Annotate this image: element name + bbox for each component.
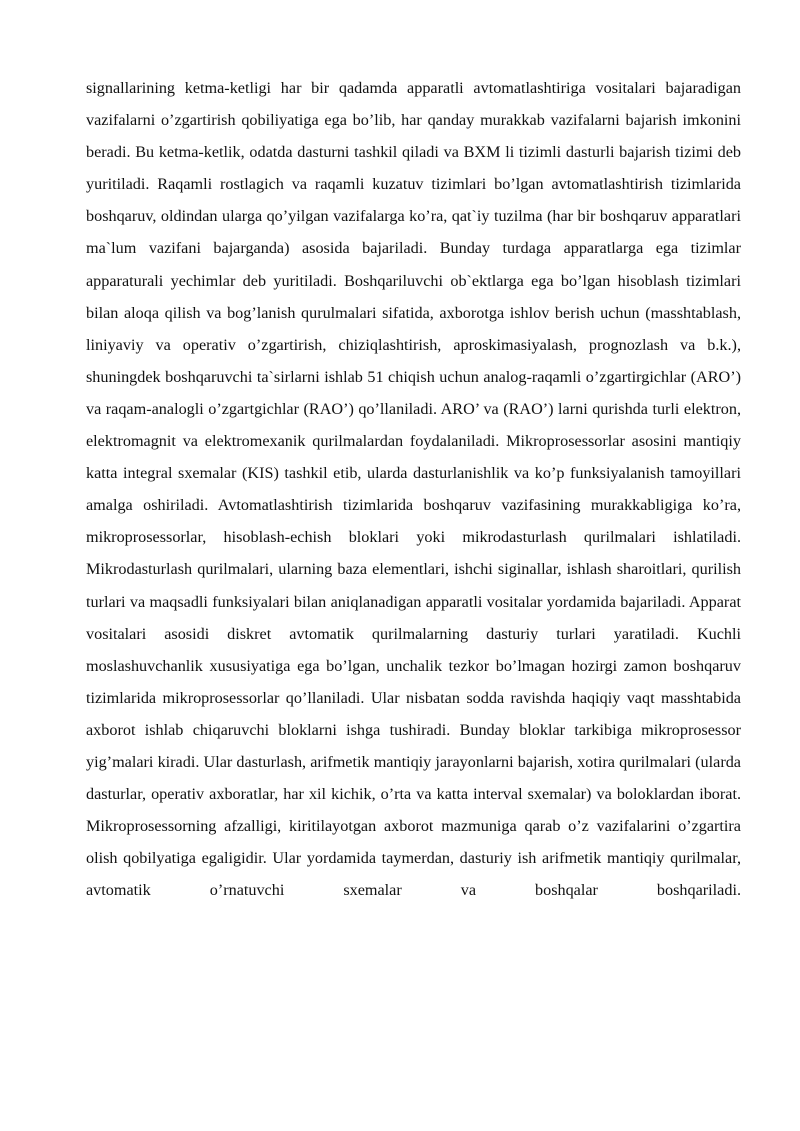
body-paragraph: signallarining ketma-ketligi har bir qadamda apparatli avtomatlashtiriga vositalari bajaradigan vazifalarni o’zgartirish qobiliyatiga ega bo’lib, har qanday murakkab vazifalarni bajarish imkonini beradi. Bu ketma-ketlik, odatda dasturni tashkil qiladi va BXM li tizimli dasturli bajarish tizimi deb yuritiladi. Raqamli rostlagich va raqamli kuzatuv tizimlari bo’lgan avtomatlashtirish tizimlarida boshqaruv, oldindan ularga qo’yilgan vazifalarga ko’ra, qat`iy tuzilma (har bir boshqaruv apparatlari ma`lum vazifani bajarganda) asosida bajariladi. Bunday turdaga apparatlarga ega tizimlar apparaturali yechimlar deb yuritiladi. Boshqariluvchi ob`ektlarga ega bo’lgan hisoblash tizimlari bilan aloqa qilish va bog’lanish qurulmalari sifatida, axborotga ishlov berish uchun (masshtablash, liniyaviy va operativ o’zgartirish, chiziqlashtirish, aproskimasiyalash, prognozlash va b.k.), shuningdek boshqaruvchi ta`sirlarni ishlab 51 chiqish uchun analog-raqamli o’zgartirgichlar (ARO’) va raqam-analogli o’zgartgichlar (RAO’) qo’llaniladi. ARO’ va (RAO’) larni qurishda turli elektron, elektromagnit va elektromexanik qurilmalardan foydalaniladi. Mikroprosessorlar asosini mantiqiy katta integral sxemalar (KIS) tashkil etib, ularda dasturlanishlik va ko’p funksiyalanish tamoyillari amalga oshiriladi. Avtomatlashtirish tizimlarida boshqaruv vazifasining murakkabligiga ko’ra, mikroprosessorlar, hisoblash-echish bloklari yoki mikrodasturlash qurilmalari ishlatiladi. Mikrodasturlash qurilmalari, ularning baza elementlari, ishchi siginallar, ishlash sharoitlari, qurilish turlari va maqsadli funksiyalari bilan aniqlanadigan apparatli vositalar yordamida bajariladi. Apparat vositalari asosidi diskret avtomatik qurilmalarning dasturiy turlari yaratiladi. Kuchli moslashuvchanlik xususiyatiga ega bo’lgan, unchalik tezkor bo’lmagan hozirgi zamon boshqaruv tizimlarida mikroprosessorlar qo’llaniladi. Ular nisbatan sodda ravishda haqiqiy vaqt masshtabida axborot ishlab chiqaruvchi bloklarni ishga tushiradi. Bunday bloklar tarkibiga mikroprosessor yig’malari kiradi. Ular dasturlash, arifmetik mantiqiy jarayonlarni bajarish, xotira qurilmalari (ularda dasturlar, operativ axboratlar, har xil kichik, o’rta va katta interval sxemalar) va boloklardan iborat. Mikroprosessorning afzalligi, kiritilayotgan axborot mazmuniga qarab o’z vazifalarini o’zgartira olish qobilyatiga egaligidir. Ular yordamida taymerdan, dasturiy ish arifmetik mantiqiy qurilmalar, avtomatik o’rnatuvchi sxemalar va boshqalar boshqariladi. (86, 79, 741, 900)
document-page (86, 72, 741, 906)
